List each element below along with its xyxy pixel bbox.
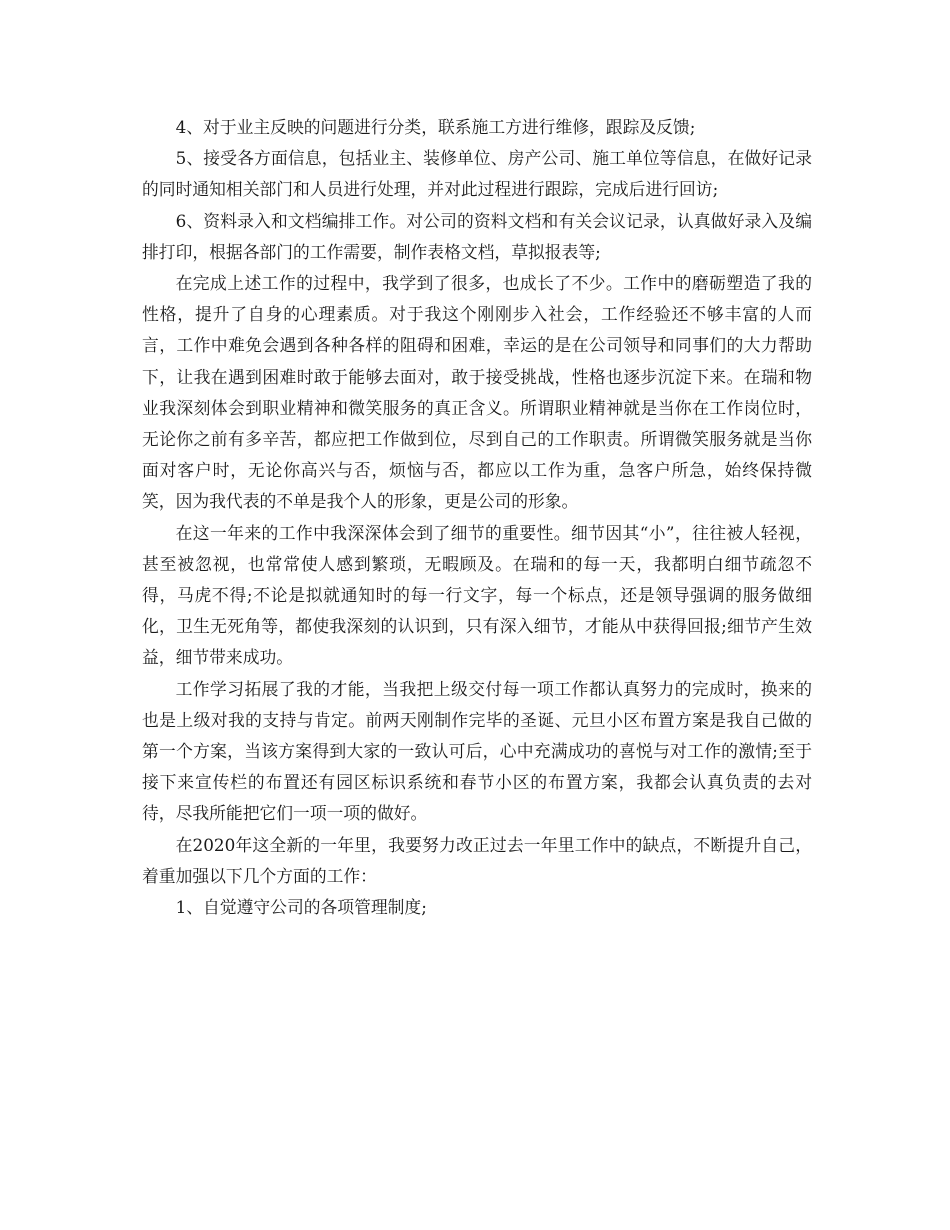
paragraph-work-growth: 在完成上述工作的过程中，我学到了很多，也成长了不少。工作中的磨砺塑造了我的性格，提升了自身的心理素质。对于我这个刚刚步入社会，工作经验还不够丰富的人而言，工作中难免会遇到各种各样的阻碍和困难，幸运的是在公司领导和同事们的大力帮助下，让我在遇到困难时敢于能够去面对，敢于接受挑战，性格也逐步沉淀下来。在瑞和物业我深刻体会到职业精神和微笑服务的真正含义。所谓职业精神就是当你在工作岗位时，无论你之前有多辛苦，都应把工作做到位，尽到自己的工作职责。所谓微笑服务就是当你面对客户时，无论你高兴与否，烦恼与否，都应以工作为重，急客户所急，始终保持微笑，因为我代表的不单是我个人的形象，更是公司的形象。 xyxy=(142,273,812,512)
paragraph-new-year-plan: 在2020年这全新的一年里，我要努力改正过去一年里工作中的缺点，不断提升自己，着重加强以下几个方面的工作： xyxy=(142,834,812,886)
paragraph-details: 在这一年来的工作中我深深体会到了细节的重要性。细节因其“小”，往往被人轻视，甚至被忽视，也常常使人感到繁琐，无暇顾及。在瑞和的每一天，我都明白细节疏忽不得，马虎不得;不论是拟就通知时的每一行文字，每一个标点，还是领导强调的服务做细化，卫生无死角等，都使我深刻的认识到，只有深入细节，才能从中获得回报;细节产生效益，细节带来成功。 xyxy=(142,522,812,668)
paragraph-abilities: 工作学习拓展了我的才能，当我把上级交付每一项工作都认真努力的完成时，换来的也是上级对我的支持与肯定。前两天刚制作完毕的圣诞、元旦小区布置方案是我自己做的第一个方案，当该方案得到大家的一致认可后，心中充满成功的喜悦与对工作的激情;至于接下来宣传栏的布置还有园区标识系统和春节小区的布置方案，我都会认真负责的去对待，尽我所能把它们一项一项的做好。 xyxy=(142,678,812,824)
document-body xyxy=(142,112,812,923)
paragraph-item-5: 5、接受各方面信息，包括业主、装修单位、房产公司、施工单位等信息，在做好记录的同时通知相关部门和人员进行处理，并对此过程进行跟踪，完成后进行回访; xyxy=(142,148,812,200)
paragraph-item-6: 6、资料录入和文档编排工作。对公司的资料文档和有关会议记录，认真做好录入及编排打印，根据各部门的工作需要，制作表格文档，草拟报表等; xyxy=(142,210,812,262)
paragraph-item-4: 4、对于业主反映的问题进行分类，联系施工方进行维修，跟踪及反馈; xyxy=(175,117,696,137)
paragraph-plan-item-1: 1、自觉遵守公司的各项管理制度; xyxy=(175,897,427,918)
